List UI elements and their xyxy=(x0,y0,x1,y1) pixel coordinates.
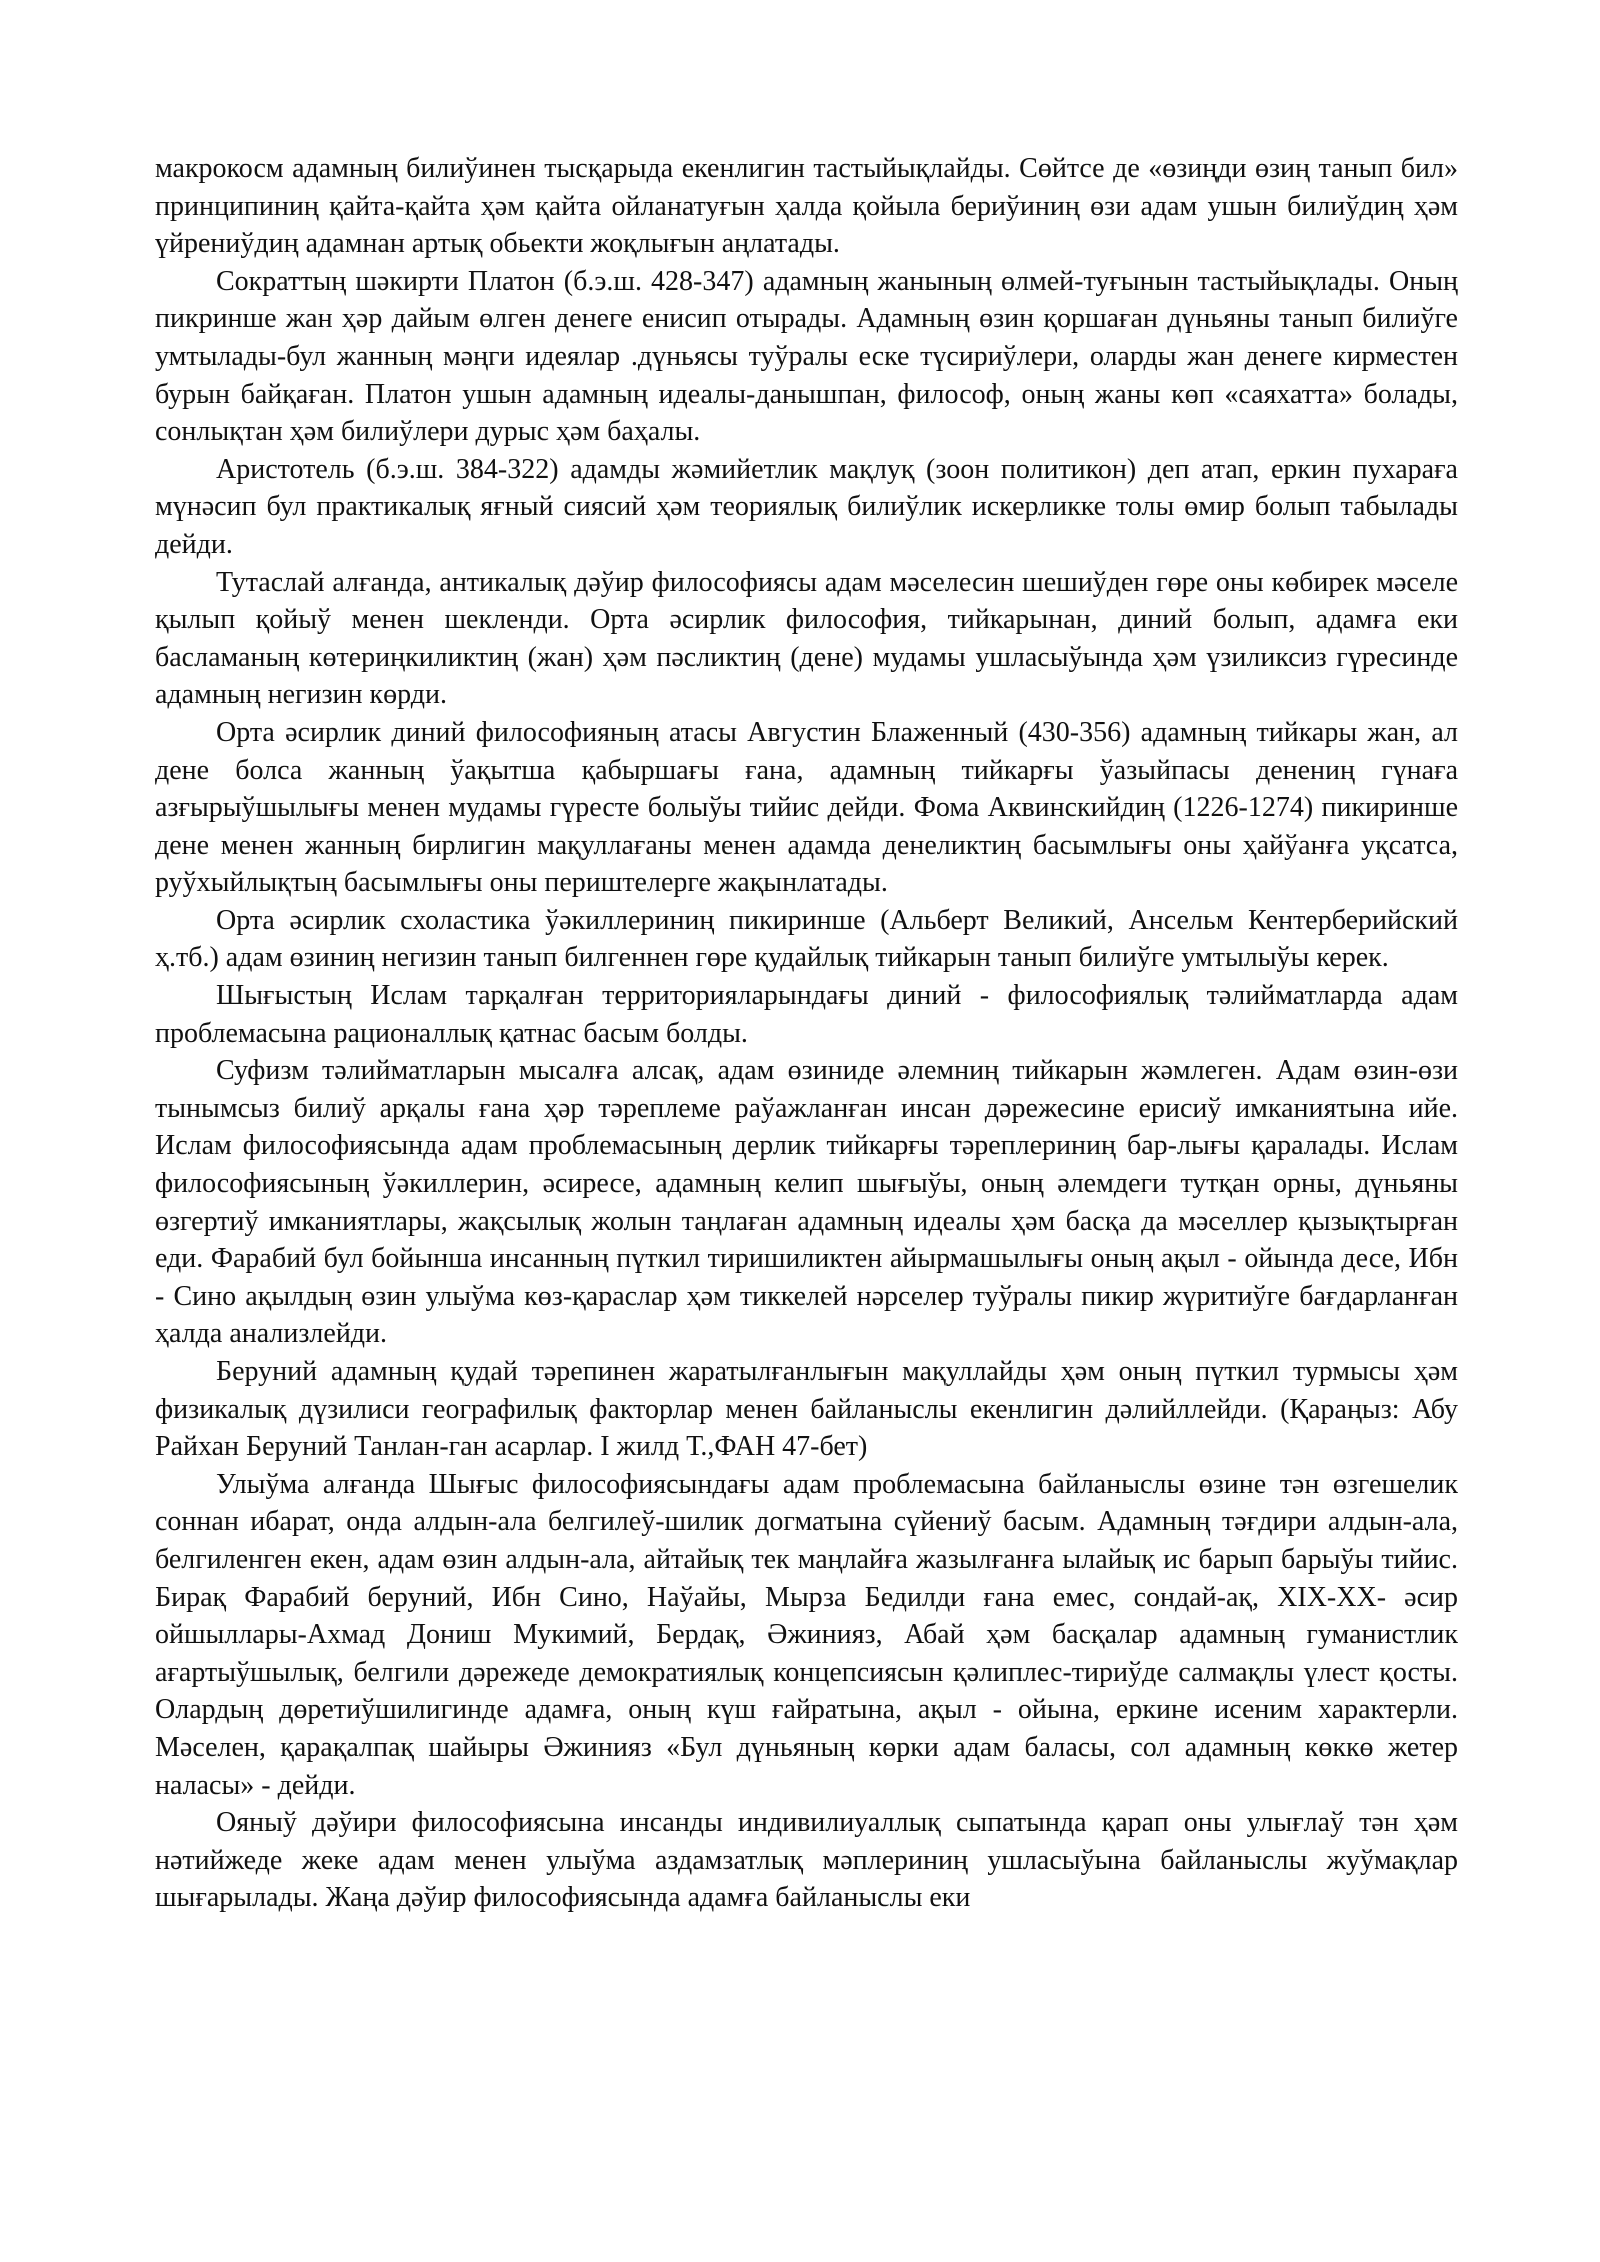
paragraph-8: Суфизм тәлийматларын мысалға алсақ, адам өзиниде әлемниң тийкарын жәмлеген. Адам өзин-өзи тынымсыз билиў арқалы ғана ҳәр тәреплеме раўажланған инсан дәрежесине ерисиў имканиятына ийе. Ислам философиясында адам проблемасының дерлик тийкарғы тәреплериниң бар-лығы қаралады. Ислам философиясының ўәкиллерин, әсиресе, адамның келип шығыўы, оның әлемдеги тутқан орны, дүньяны өзгертиў имканиятлары, жақсылық жолын таңлаған адамның идеалы ҳәм басқа да мәселлер қызықтырған еди. Фарабий бул бойынша инсанның пүткил тиришиликтен айырмашылығы оның ақыл - ойында десе, Ибн - Сино ақылдың өзин улыўма көз-қараслар ҳәм тиккелей нәрселер туўралы пикир жүритиўге бағдарланған ҳалда анализлейди. xyxy=(155,1055,1458,1350)
paragraph-6: Орта әсирлик схоластика ўәкиллериниң пикиринше (Альберт Великий, Ансельм Кентерберийский ҳ.тб.) адам өзиниң негизин танып билгеннен гөре қудайлық тийкарын танып билиўге умтылыўы керек. xyxy=(155,904,1458,974)
paragraph-2: Сократтың шәкирти Платон (б.э.ш. 428-347) адамның жанының өлмей-туғынын тастыйықлады. Оның пикринше жан ҳәр дайым өлген денеге енисип отырады. Адамның өзин қоршаған дүньяны танып билиўге умтылады-бул жанның мәңги идеялар .дүньясы туўралы еске түсириўлери, оларды жан денеге кирместен бурын байқаған. Платон ушын адамның идеалы-данышпан, философ, оның жаны көп «саяхатта» болады, сонлықтан ҳәм билиўлери дурыс ҳәм баҳалы. xyxy=(155,265,1458,448)
paragraph-10: Улыўма алғанда Шығыс философиясындағы адам проблемасына байланыслы өзине тән өзгешелик соннан ибарат, онда алдын-ала белгилеў-шилик догматына сүйениў басым. Адамның тәғдири алдын-ала, белгиленген екен, адам өзин алдын-ала, айтайық тек маңлайға жазылғанға ылайық ис барып барыўы тийис. Бирақ Фарабий беруний, Ибн Сино, Наўайы, Мырза Бедилди ғана емес, сондай-ақ, ХIХ-ХХ- әсир ойшыллары-Ахмад Дониш Мукимий, Бердақ, Әжинияз, Абай ҳәм басқалар адамның гуманистлик ағартыўшылық, белгили дәрежеде демократиялық концепсиясын қәлиплес-тириўде салмақлы үлест қосты. Олардың дөретиўшилигинде адамға, оның күш ғайратына, ақыл - ойына, еркине исеним характерли. Мәселен, қарақалпақ шайыры Әжинияз «Бул дүньяның көрки адам баласы, сол адамның көккө жетер наласы» - дейди. xyxy=(155,1468,1458,1801)
document-page xyxy=(155,150,1458,1917)
paragraph-9: Беруний адамның қудай тәрепинен жаратылғанлығын мақуллайды ҳәм оның пүткил турмысы ҳәм физикалық дүзилиси географилық факторлар менен байланыслы екенлигин дәлийллейди. (Қараңыз: Абу Райхан Беруний Танлан-ган асарлар. I жилд Т.,ФАН 47-бет) xyxy=(155,1356,1458,1463)
paragraph-11: Ояныў дәўири философиясына инсанды индивилиуаллық сыпатында қарап оны улығлаў тән ҳәм нәтийжеде жеке адам менен улыўма аздамзатлық мәплериниң ушласыўына байланыслы жуўмақлар шығарылады. Жаңа дәўир философиясында адамға байланыслы еки xyxy=(155,1807,1458,1914)
paragraph-5: Орта әсирлик диний философияның атасы Августин Блаженный (430-356) адамның тийкары жан, ал дене болса жанның ўақытша қабыршағы ғана, адамның тийкарғы ўазыйпасы денениң гүнаға азғырыўшылығы менен мудамы гүресте болыўы тийис дейди. Фома Аквинскийдиң (1226-1274) пикиринше дене менен жанның бирлигин мақуллағаны менен адамда денеликтиң басымлығы оны ҳайўанға уқсатса, руўхыйлықтың басымлығы оны периштелерге жақынлатады. xyxy=(155,716,1458,899)
paragraph-4: Тутаслай алғанда, антикалық дәўир философиясы адам мәселесин шешиўден гөре оны көбирек мәселе қылып қойыў менен шекленди. Орта әсирлик философия, тийкарынан, диний болып, адамға еки басламаның көтериңкиликтиң (жан) ҳәм пәсликтиң (дене) мудамы ушласыўында ҳәм үзиликсиз гүресинде адамның негизин көрди. xyxy=(155,566,1458,711)
paragraph-3: Аристотель (б.э.ш. 384-322) адамды жәмийетлик мақлуқ (зоон политикон) деп атап, еркин пухараға мүнәсип бул практикалық яғный сиясий ҳәм теориялық билиўлик искерликке толы өмир болып табылады дейди. xyxy=(155,453,1458,560)
paragraph-1: макрокосм адамның билиўинен тысқарыда екенлигин тастыйықлайды. Сөйтсе де «өзиңди өзиң танып бил» принципиниң қайта-қайта ҳәм қайта ойланатуғын ҳалда қойыла бериўиниң өзи адам ушын билиўдиң ҳәм үйрениўдиң адамнан артық обьекти жоқлығын аңлатады. xyxy=(155,153,1458,260)
paragraph-7: Шығыстың Ислам тарқалған территорияларындағы диний - философиялық тәлийматларда адам проблемасына рационаллық қатнас басым болды. xyxy=(155,980,1458,1049)
